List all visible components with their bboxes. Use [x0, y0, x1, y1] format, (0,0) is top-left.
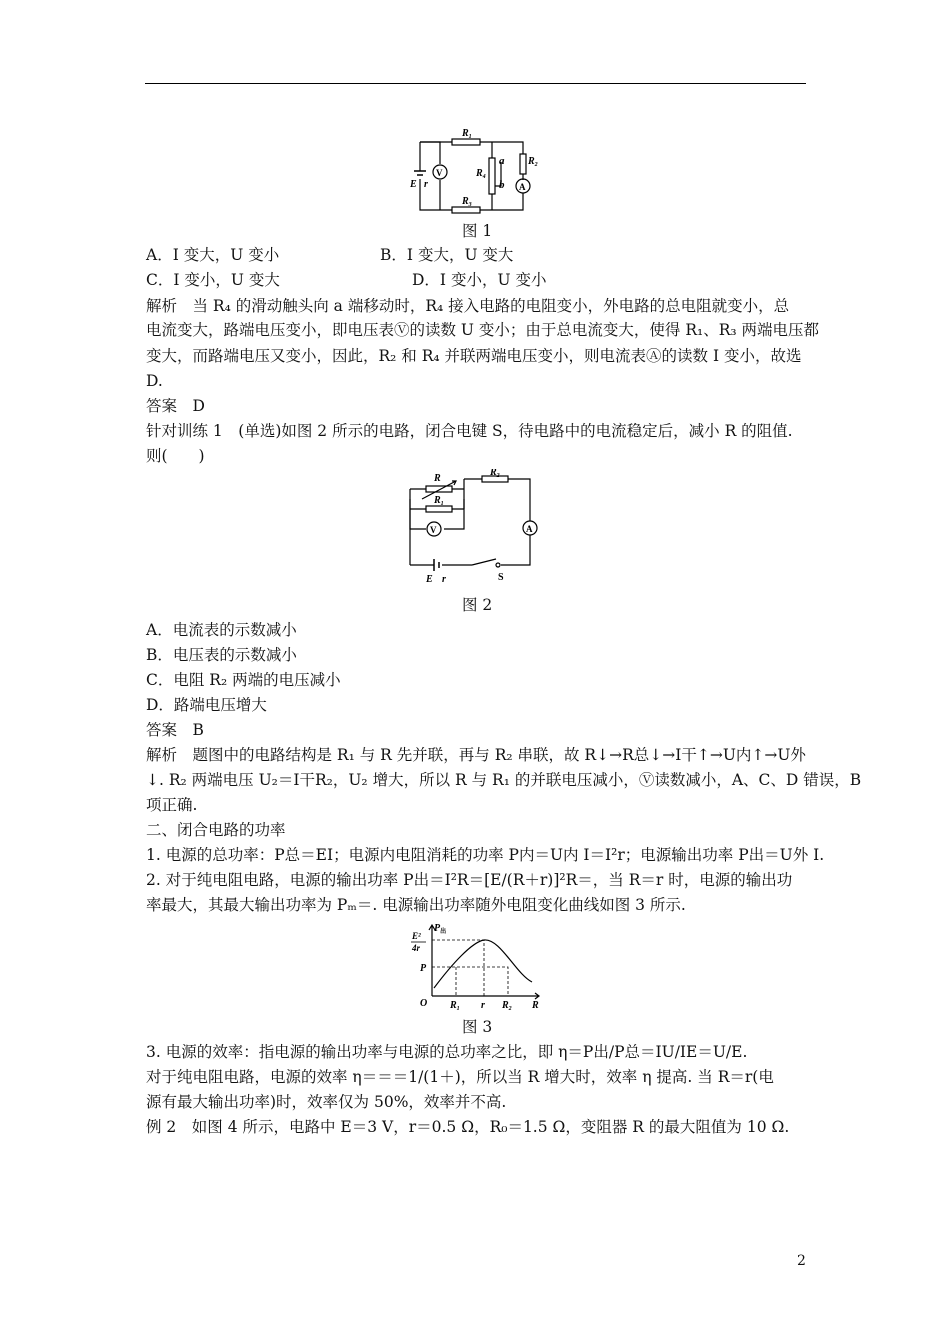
q-option-a: A．I 变大，U 变小 — [146, 246, 280, 264]
fig3-r1-sub: 1 — [456, 1006, 460, 1010]
fig1-voltmeter-label: V — [436, 168, 443, 178]
power-item: 2. 对于纯电阻电路，电源的输出功率 P出＝I²R＝[E/(R＋r)]²R＝，当 R＝r 时，电源的输出功 — [146, 871, 793, 889]
power-item: 率最大，其最大输出功率为 Pₘ＝. 电源输出功率随外电阻变化曲线如图 3 所示. — [146, 896, 686, 914]
svg-text:P出 — [434, 923, 446, 935]
figure-3-caption: 图 3 — [462, 1018, 493, 1036]
svg-text:R1 — [461, 128, 472, 140]
fig2-r1-label: R — [434, 495, 441, 506]
fig3-p-axis-label: P — [434, 923, 441, 934]
fig1-r4-label: R — [476, 168, 483, 179]
fig1-b-label: b — [499, 179, 505, 191]
fig2-e-label: E — [426, 574, 433, 585]
analysis2-line: 项正确. — [146, 796, 198, 814]
drill-option-a: A．电流表的示数减小 — [146, 621, 297, 639]
fig1-r3-sub: 3 — [468, 202, 472, 208]
drill-1-question: 针对训练 1 (单选)如图 2 所示的电路，闭合电键 S，待电路中的电流稳定后，减小 R 的阻值. — [146, 422, 793, 440]
section-2-title: 二、闭合电路的功率 — [146, 821, 286, 839]
drill-1-question-cont: 则( ) — [146, 447, 205, 465]
fig2-r-internal-label: r — [442, 574, 446, 585]
svg-text:R2 — [489, 469, 500, 479]
fig1-ammeter-label: A — [519, 182, 526, 192]
efficiency-line: 对于纯电阻电路，电源的效率 η＝＝＝1/(1＋)，所以当 R 增大时，效率 η 提高. 当 R＝r(电 — [146, 1068, 774, 1086]
fig3-r-label: r — [481, 1000, 485, 1010]
analysis2-line: ↓. R₂ 两端电压 U₂＝I干R₂，U₂ 增大，所以 R 与 R₁ 的并联电压减小，Ⓥ读数减小，A、C、D 错误，B — [146, 771, 862, 789]
fig3-r-axis-label: R — [532, 1000, 539, 1010]
example-2: 例 2 如图 4 所示，电路中 E＝3 V，r＝0.5 Ω，R₀＝1.5 Ω，变阻器 R 的最大阻值为 10 Ω. — [146, 1118, 790, 1136]
fig1-e-label: E — [410, 179, 417, 190]
fig2-voltmeter-label: V — [430, 525, 437, 535]
efficiency-line: 源有最大输出功率)时，效率仅为 50%，效率并不高. — [146, 1093, 507, 1111]
figure-1-caption: 图 1 — [462, 222, 493, 240]
analysis1-line: 变大，而路端电压又变小，因此，R₂ 和 R₄ 并联两端电压变小，则电流表Ⓐ的读数 I 变小，故选 — [146, 347, 802, 365]
svg-text:R1 — [433, 495, 444, 507]
analysis2-line: 解析 题图中的电路结构是 R₁ 与 R 先并联，再与 R₂ 串联，故 R↓→R总↓→I干↑→U内↑→U外 — [146, 746, 806, 764]
svg-text:R4 — [475, 168, 486, 180]
fig1-r1-label: R — [462, 128, 469, 139]
answer-2: 答案 B — [146, 721, 204, 739]
fig3-r1-label: R — [450, 1000, 457, 1010]
fig1-r2-label: R — [528, 156, 535, 167]
q-option-b: B．I 变大，U 变大 — [380, 246, 514, 264]
fig2-switch-label: S — [498, 572, 504, 583]
figure-1-circuit — [410, 124, 550, 214]
fig3-e2-label: E² — [412, 931, 421, 941]
fig3-4r-label: 4r — [412, 943, 421, 953]
fig1-r4-sub: 4 — [482, 174, 486, 180]
drill-option-c: C．电阻 R₂ 两端的电压减小 — [146, 671, 341, 689]
page-number: 2 — [797, 1253, 806, 1269]
drill-option-d: D．路端电压增大 — [146, 696, 267, 714]
figure-3-power-curve — [408, 920, 548, 1010]
svg-text:R2 — [501, 1000, 512, 1010]
svg-text:R2 — [527, 156, 538, 168]
fig1-r2-sub: 2 — [534, 162, 538, 168]
fig1-a-label: a — [499, 155, 505, 167]
power-item: 1. 电源的总功率：P总＝EI；电源内电阻消耗的功率 P内＝U内 I＝I²r；电源输出功率 P出＝U外 I. — [146, 846, 825, 864]
fig2-r2-label: R — [490, 469, 497, 478]
fig2-r1-sub: 1 — [440, 501, 444, 507]
drill-option-b: B．电压表的示数减小 — [146, 646, 297, 664]
q-option-c: C．I 变小，U 变大 — [146, 271, 280, 289]
fig1-r-label: r — [424, 179, 428, 190]
fig3-p-label: P — [420, 963, 427, 974]
fig3-r2-sub: 2 — [508, 1006, 512, 1010]
analysis1-line: D. — [146, 372, 163, 390]
figure-2-circuit — [404, 469, 554, 589]
fig3-r2-label: R — [502, 1000, 509, 1010]
fig2-r-label: R — [434, 473, 441, 484]
fig2-ammeter-label: A — [526, 524, 533, 534]
q-option-d: D．I 变小，U 变小 — [412, 271, 547, 289]
efficiency-line: 3. 电源的效率：指电源的输出功率与电源的总功率之比，即 η＝P出/P总＝IU/IE＝U/E. — [146, 1043, 748, 1061]
analysis1-line: 电流变大，路端电压变小，即电压表Ⓥ的读数 U 变小；由于总电流变大，使得 R₁、R₃ 两端电压都 — [146, 321, 820, 339]
fig1-r1-sub: 1 — [468, 134, 472, 140]
fig3-origin-label: O — [420, 998, 428, 1009]
fig1-r3-label: R — [462, 196, 469, 207]
svg-text:R1 — [449, 1000, 460, 1010]
header-rule — [145, 83, 806, 84]
figure-2-caption: 图 2 — [462, 596, 493, 614]
fig3-p-axis-sub: 出 — [440, 929, 447, 935]
svg-text:R3 — [461, 196, 472, 208]
fig2-r2-sub: 2 — [496, 473, 500, 479]
answer-1: 答案 D — [146, 397, 205, 415]
analysis1-line: 解析 当 R₄ 的滑动触头向 a 端移动时，R₄ 接入电路的电阻变小，外电路的总电阻就变小，总 — [146, 297, 790, 315]
